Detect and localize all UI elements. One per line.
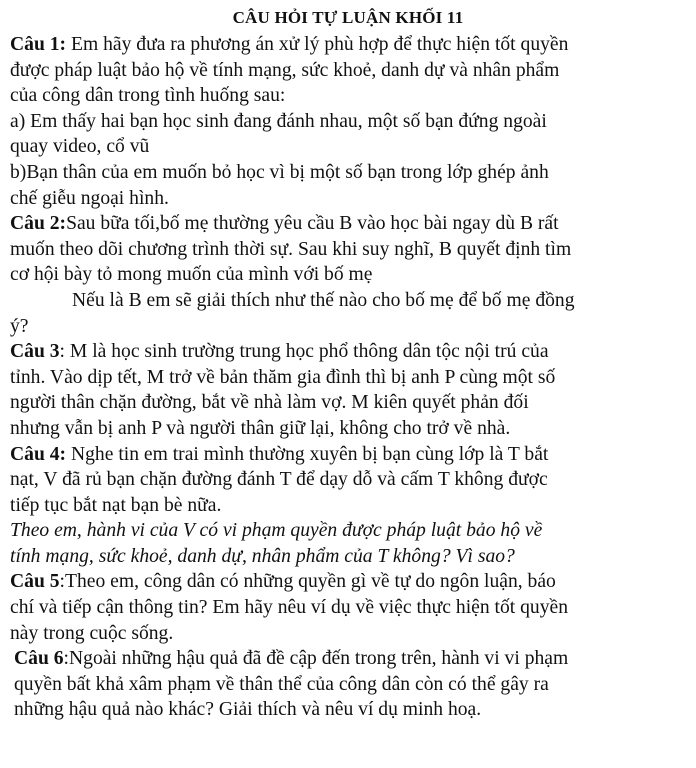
- question-1-line-5: quay video, cổ vũ: [10, 136, 150, 158]
- question-1-line-4: a) Em thấy hai bạn học sinh đang đánh nhau, một số bạn đứng ngoài: [10, 110, 547, 132]
- question-1-label: Câu 1:: [10, 34, 67, 55]
- document-title: CÂU HỎI TỰ LUẬN KHỐI 11: [232, 8, 464, 27]
- question-5-line-3: này trong cuộc sống.: [10, 622, 174, 644]
- question-1-line-7: chế giễu ngoại hình.: [10, 187, 169, 209]
- question-6-line-2: quyền bất khả xâm phạm về thân thể của công dân còn có thể gây ra: [14, 673, 549, 695]
- question-6-line-1: Câu 6:Ngoài những hậu quả đã đề cập đến trong trên, hành vi vi phạm: [14, 648, 569, 670]
- question-6-line-3: những hậu quả nào khác? Giải thích và nêu ví dụ minh hoạ.: [14, 699, 482, 721]
- question-2: [10, 211, 686, 339]
- question-1: [10, 32, 686, 211]
- question-3-line-4: nhưng vẫn bị anh P và người thân giữ lại, không cho trở về nhà.: [10, 417, 511, 439]
- question-2-line-3: cơ hội bày tỏ mong muốn của mình với bố mẹ: [10, 264, 373, 286]
- question-5-line-2: chí và tiếp cận thông tin? Em hãy nêu ví dụ về việc thực hiện tốt quyền: [10, 597, 569, 619]
- question-4-italic-line-1: Theo em, hành vi của V có vi phạm quyền được pháp luật bảo hộ về: [10, 520, 543, 542]
- question-1-line-2: được pháp luật bảo hộ về tính mạng, sức khoẻ, danh dự và nhân phẩm: [10, 59, 560, 81]
- question-5-label: Câu 5: [10, 571, 60, 593]
- question-5: [10, 569, 686, 646]
- question-4-line-1: Câu 4: Nghe tin em trai mình thường xuyên bị bạn cùng lớp là T bắt: [10, 443, 549, 465]
- question-2-line-1: Câu 2:Sau bữa tối,bố mẹ thường yêu cầu B vào học bài ngay dù B rất: [10, 213, 559, 235]
- question-3-line-2: tỉnh. Vào dịp tết, M trở về bản thăm gia đình thì bị anh P cùng một số: [10, 366, 556, 388]
- question-4-line-3: tiếp tục bắt nạt bạn bè nữa.: [10, 494, 222, 516]
- question-1-line-3: của công dân trong tình huống sau:: [10, 85, 286, 107]
- question-4-line-2: nạt, V đã rủ bạn chặn đường đánh T để dạy dỗ và cấm T không được: [10, 469, 548, 491]
- question-4-label: Câu 4:: [10, 443, 67, 465]
- question-1-line-6: b)Bạn thân của em muốn bỏ học vì bị một số bạn trong lớp ghép ảnh: [10, 161, 549, 183]
- question-2-label: Câu 2:: [10, 213, 67, 235]
- question-3-line-1: Câu 3: M là học sinh trường trung học phổ thông dân tộc nội trú của: [10, 341, 549, 363]
- question-2-line-2: muốn theo dõi chương trình thời sự. Sau khi suy nghĩ, B quyết định tìm: [10, 238, 572, 260]
- question-6-label: Câu 6: [14, 648, 64, 670]
- question-3-line-3: người thân chặn đường, bắt về nhà làm vợ. M kiên quyết phản đối: [10, 392, 529, 414]
- question-6: [10, 646, 686, 723]
- question-4: [10, 442, 686, 570]
- question-2-line-5: ý?: [10, 315, 29, 337]
- question-4-italic-line-2: tính mạng, sức khoẻ, danh dự, nhân phẩm của T không? Vì sao?: [10, 545, 515, 567]
- question-1-line-1: Câu 1: Em hãy đưa ra phương án xử lý phù hợp để thực hiện tốt quyền: [10, 34, 569, 55]
- question-5-line-1: Câu 5:Theo em, công dân có những quyền gì về tự do ngôn luận, báo: [10, 571, 556, 593]
- question-2-line-4: Nếu là B em sẽ giải thích như thế nào cho bố mẹ để bố mẹ đồng: [72, 289, 575, 311]
- question-3: [10, 339, 686, 441]
- question-3-label: Câu 3: [10, 341, 60, 363]
